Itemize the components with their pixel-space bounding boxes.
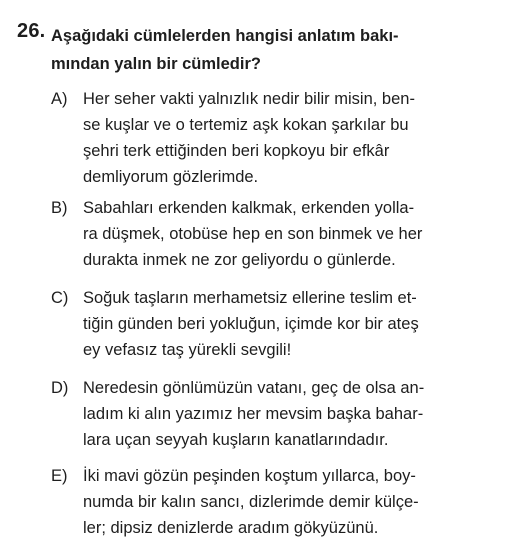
question-number: 26. xyxy=(17,20,46,42)
option-line: se kuşlar ve o tertemiz aşk kokan şarkılar bu xyxy=(83,116,409,134)
option-line: ra düşmek, otobüse hep en son binmek ve her xyxy=(83,225,423,243)
option-line: ladım ki alın yazımız her mevsim başka bahar- xyxy=(83,405,424,423)
option-letter: C) xyxy=(51,289,69,307)
option-line: Sabahları erkenden kalkmak, erkenden yolla- xyxy=(83,199,415,217)
option-line: Neredesin gönlümüzün vatanı, geç de olsa an- xyxy=(83,379,425,397)
option-line: ler; dipsiz denizlerde aradım gökyüzünü. xyxy=(83,519,379,537)
stem-line: Aşağıdaki cümlelerden hangisi anlatım bakı- xyxy=(51,27,399,45)
option-letter: B) xyxy=(51,199,68,217)
option-text xyxy=(83,375,508,453)
option-text xyxy=(83,285,508,363)
option-letter: E) xyxy=(51,467,68,485)
option-letter: A) xyxy=(51,90,68,108)
option-letter: D) xyxy=(51,379,69,397)
option-line: şehri terk ettiğinden beri kopkoyu bir efkâr xyxy=(83,142,390,160)
option-line: ey vefasız taş yürekli sevgili! xyxy=(83,341,292,359)
option-line: durakta inmek ne zor geliyordu o günlerde. xyxy=(83,251,396,269)
option-line: Soğuk taşların merhametsiz ellerine teslim et- xyxy=(83,289,417,307)
option-line: tiğin günden beri yokluğun, içimde kor bir ateş xyxy=(83,315,419,333)
option-line: İki mavi gözün peşinden koştum yıllarca, boy- xyxy=(83,467,416,485)
option-text xyxy=(83,463,508,541)
option-line: numda bir kalın sancı, dizlerimde demir külçe- xyxy=(83,493,419,511)
option-text xyxy=(83,86,508,190)
option-line: demliyorum gözlerimde. xyxy=(83,168,259,186)
option-line: lara uçan seyyah kuşların kanatlarındadır. xyxy=(83,431,389,449)
option-line: Her seher vakti yalnızlık nedir bilir misin, ben- xyxy=(83,90,415,108)
stem-line: mından yalın bir cümledir? xyxy=(51,55,261,73)
option-text xyxy=(83,195,508,273)
question-stem xyxy=(51,22,501,78)
